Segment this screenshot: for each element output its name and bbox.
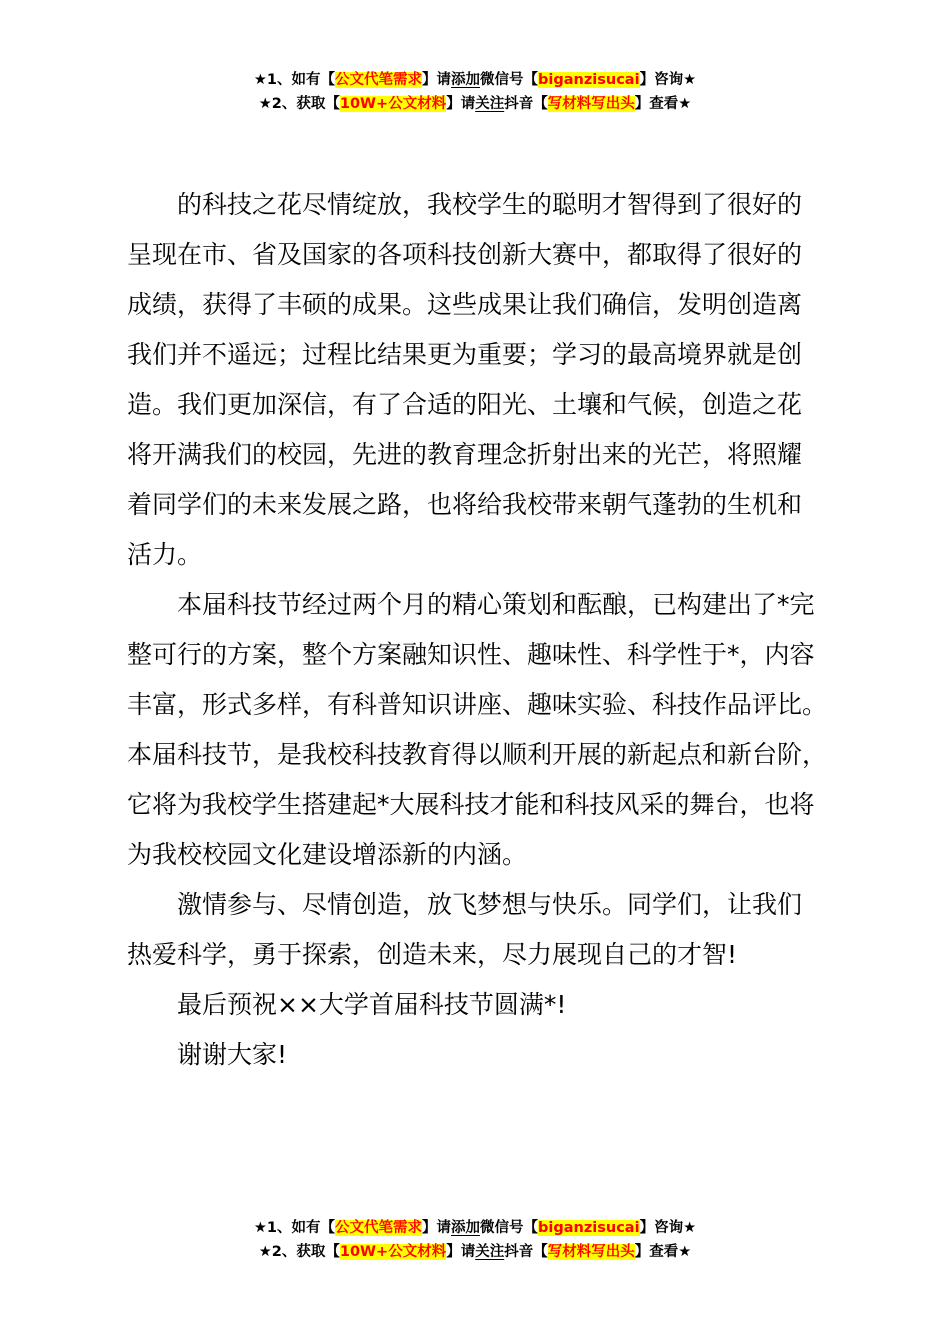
banner-text: 】请 [446, 1244, 476, 1260]
body-line: 将开满我们的校园，先进的教育理念折射出来的光芒，将照耀 [127, 440, 803, 469]
banner-text: 】咨询★ [639, 1220, 697, 1236]
body-line: 着同学们的未来发展之路，也将给我校带来朝气蓬勃的生机和 [127, 490, 803, 519]
banner-text: 】查看★ [634, 1244, 692, 1260]
body-line: 为我校校园文化建设增添新的内涵。 [127, 840, 528, 869]
body-line: 本届科技节，是我校科技教育得以顺利开展的新起点和新台阶， [127, 740, 828, 769]
ghostwriting-highlight: 公文代笔需求 [335, 1220, 423, 1236]
footer-banner-line-1 [0, 1216, 950, 1240]
document-body [127, 180, 832, 1080]
body-line: 最后预祝××大学首届科技节圆满*! [177, 990, 567, 1019]
banner-text: 】请 [422, 1220, 452, 1236]
follow-underlined-text: 关注 [475, 1244, 505, 1260]
douyin-account-highlight: 写材料写出头 [547, 1244, 635, 1260]
banner-text: 抖音【 [504, 1244, 548, 1260]
banner-text: 】请 [446, 96, 476, 112]
body-line: 丰富，形式多样，有科普知识讲座、趣味实验、科技作品评比。 [127, 690, 828, 719]
header-banner-line-1 [0, 68, 950, 92]
banner-text: 】查看★ [634, 96, 692, 112]
follow-underlined-text: 关注 [475, 96, 505, 112]
banner-text: 抖音【 [504, 96, 548, 112]
banner-text: 】咨询★ [639, 72, 697, 88]
douyin-account-highlight: 写材料写出头 [547, 96, 635, 112]
wechat-id-highlight: biganzisucai [538, 1220, 640, 1236]
add-underlined-text: 添加 [451, 1220, 481, 1236]
body-line: 活力。 [127, 540, 203, 569]
body-line: 谢谢大家! [177, 1040, 288, 1069]
body-line: 本届科技节经过两个月的精心策划和酝酿，已构建出了*完 [177, 590, 815, 619]
body-line: 激情参与、尽情创造，放飞梦想与快乐。同学们，让我们 [177, 890, 803, 919]
banner-text: 】请 [422, 72, 452, 88]
materials-highlight: 10W+公文材料 [339, 96, 447, 112]
materials-highlight: 10W+公文材料 [339, 1244, 447, 1260]
footer-banner-line-2 [0, 1240, 950, 1264]
header-banner-line-2 [0, 92, 950, 116]
body-line: 成绩，获得了丰硕的成果。这些成果让我们确信，发明创造离 [127, 290, 803, 319]
header-banner [0, 68, 950, 116]
body-line: 它将为我校学生搭建起*大展科技才能和科技风采的舞台，也将 [127, 790, 815, 819]
ghostwriting-highlight: 公文代笔需求 [335, 72, 423, 88]
banner-text: 微信号【 [480, 72, 539, 88]
wechat-id-highlight: biganzisucai [538, 72, 640, 88]
body-line: 的科技之花尽情绽放，我校学生的聪明才智得到了很好的 [177, 190, 803, 219]
add-underlined-text: 添加 [451, 72, 481, 88]
banner-text: ★1、如有【 [253, 1220, 336, 1236]
body-line: 造。我们更加深信，有了合适的阳光、土壤和气候，创造之花 [127, 390, 803, 419]
body-line: 呈现在市、省及国家的各项科技创新大赛中，都取得了很好的 [127, 240, 803, 269]
banner-text: ★1、如有【 [253, 72, 336, 88]
body-line: 整可行的方案，整个方案融知识性、趣味性、科学性于*，内容 [127, 640, 815, 669]
banner-text: ★2、获取【 [258, 96, 340, 112]
banner-text: ★2、获取【 [258, 1244, 340, 1260]
body-line: 热爱科学，勇于探索，创造未来，尽力展现自己的才智! [127, 940, 738, 969]
body-line: 我们并不遥远；过程比结果更为重要；学习的最高境界就是创 [127, 340, 803, 369]
footer-banner [0, 1216, 950, 1264]
banner-text: 微信号【 [480, 1220, 539, 1236]
